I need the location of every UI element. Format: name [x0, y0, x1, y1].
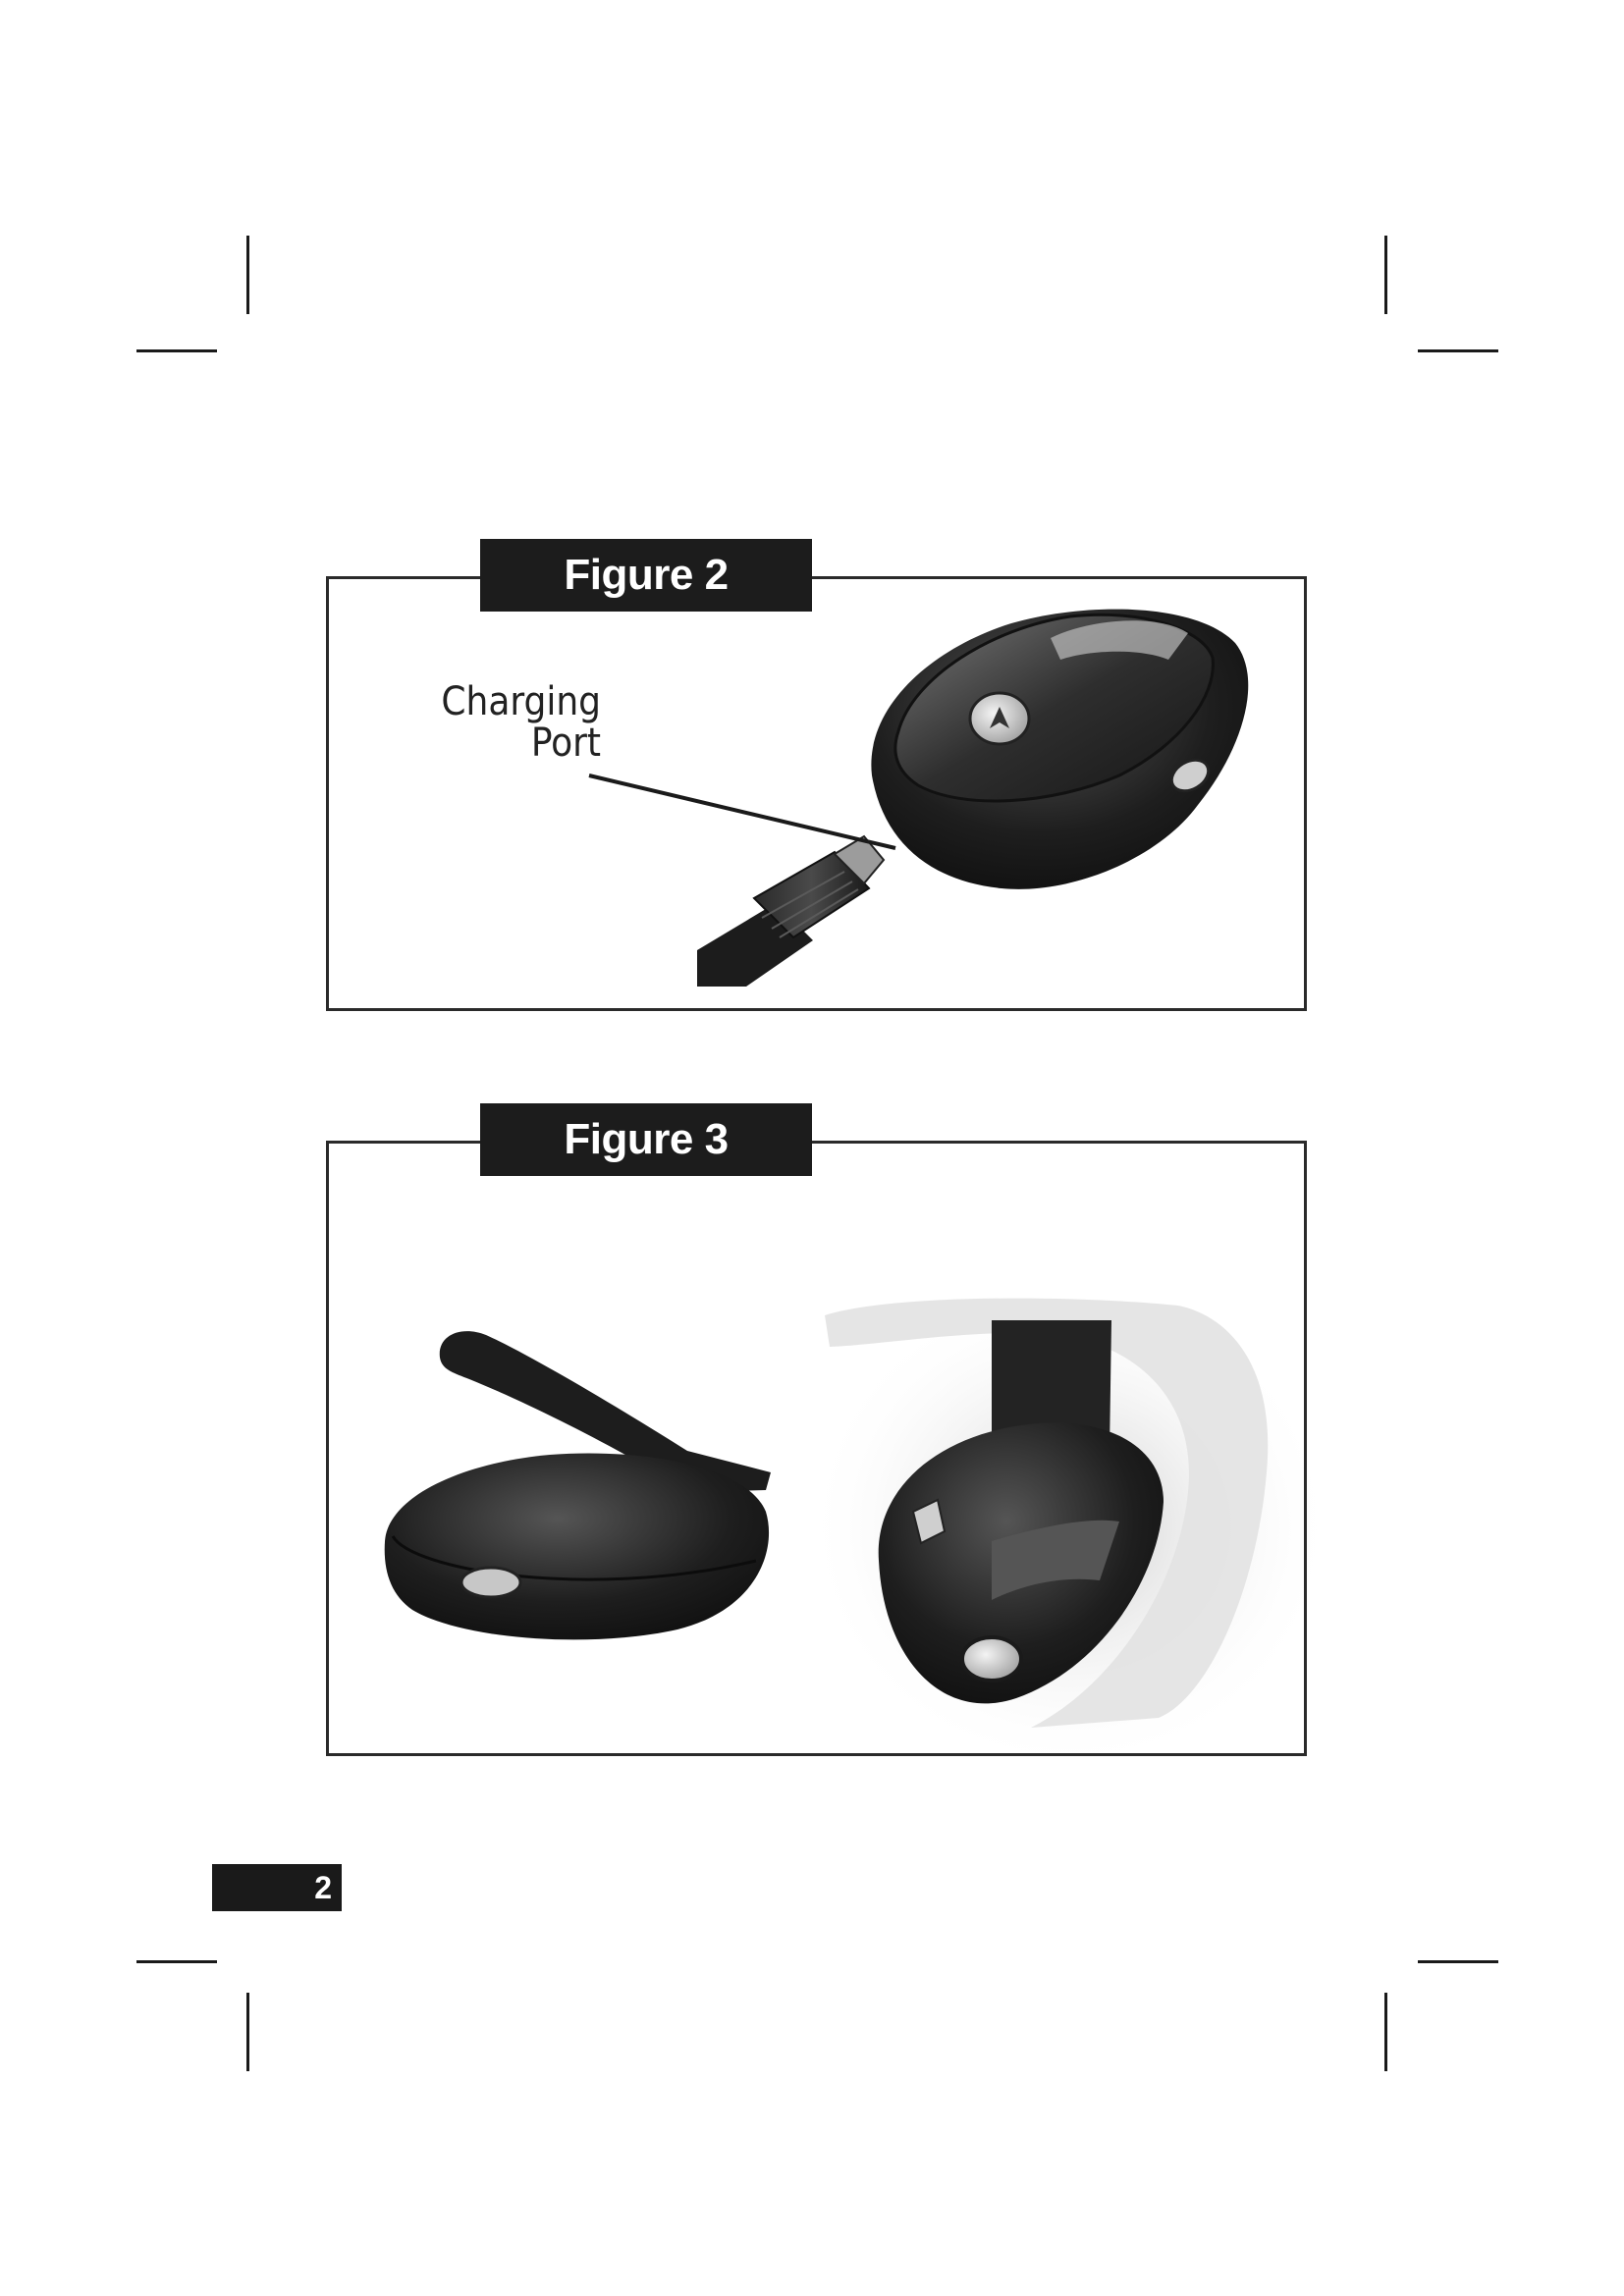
crop-mark-bottom-right-vertical: [1384, 1993, 1387, 2071]
page-number: 2: [314, 1870, 332, 1905]
callout-line-2: Port: [530, 721, 601, 766]
callout-line-1: Charging: [441, 679, 601, 724]
crop-mark-top-right-horizontal: [1418, 349, 1498, 352]
page-number-badge: [212, 1864, 342, 1911]
charging-port-callout: [412, 681, 601, 764]
crop-mark-bottom-left-horizontal: [136, 1960, 217, 1963]
crop-mark-top-left-horizontal: [136, 349, 217, 352]
crop-mark-bottom-left-vertical: [246, 1993, 249, 2071]
crop-mark-top-right-vertical: [1384, 236, 1387, 314]
figure-3-frame: [326, 1141, 1307, 1756]
figure-3-title: Figure 3: [480, 1103, 812, 1176]
figure-2-frame: [326, 576, 1307, 1011]
crop-mark-bottom-right-horizontal: [1418, 1960, 1498, 1963]
figure-2-title: Figure 2: [480, 539, 812, 612]
crop-mark-top-left-vertical: [246, 236, 249, 314]
